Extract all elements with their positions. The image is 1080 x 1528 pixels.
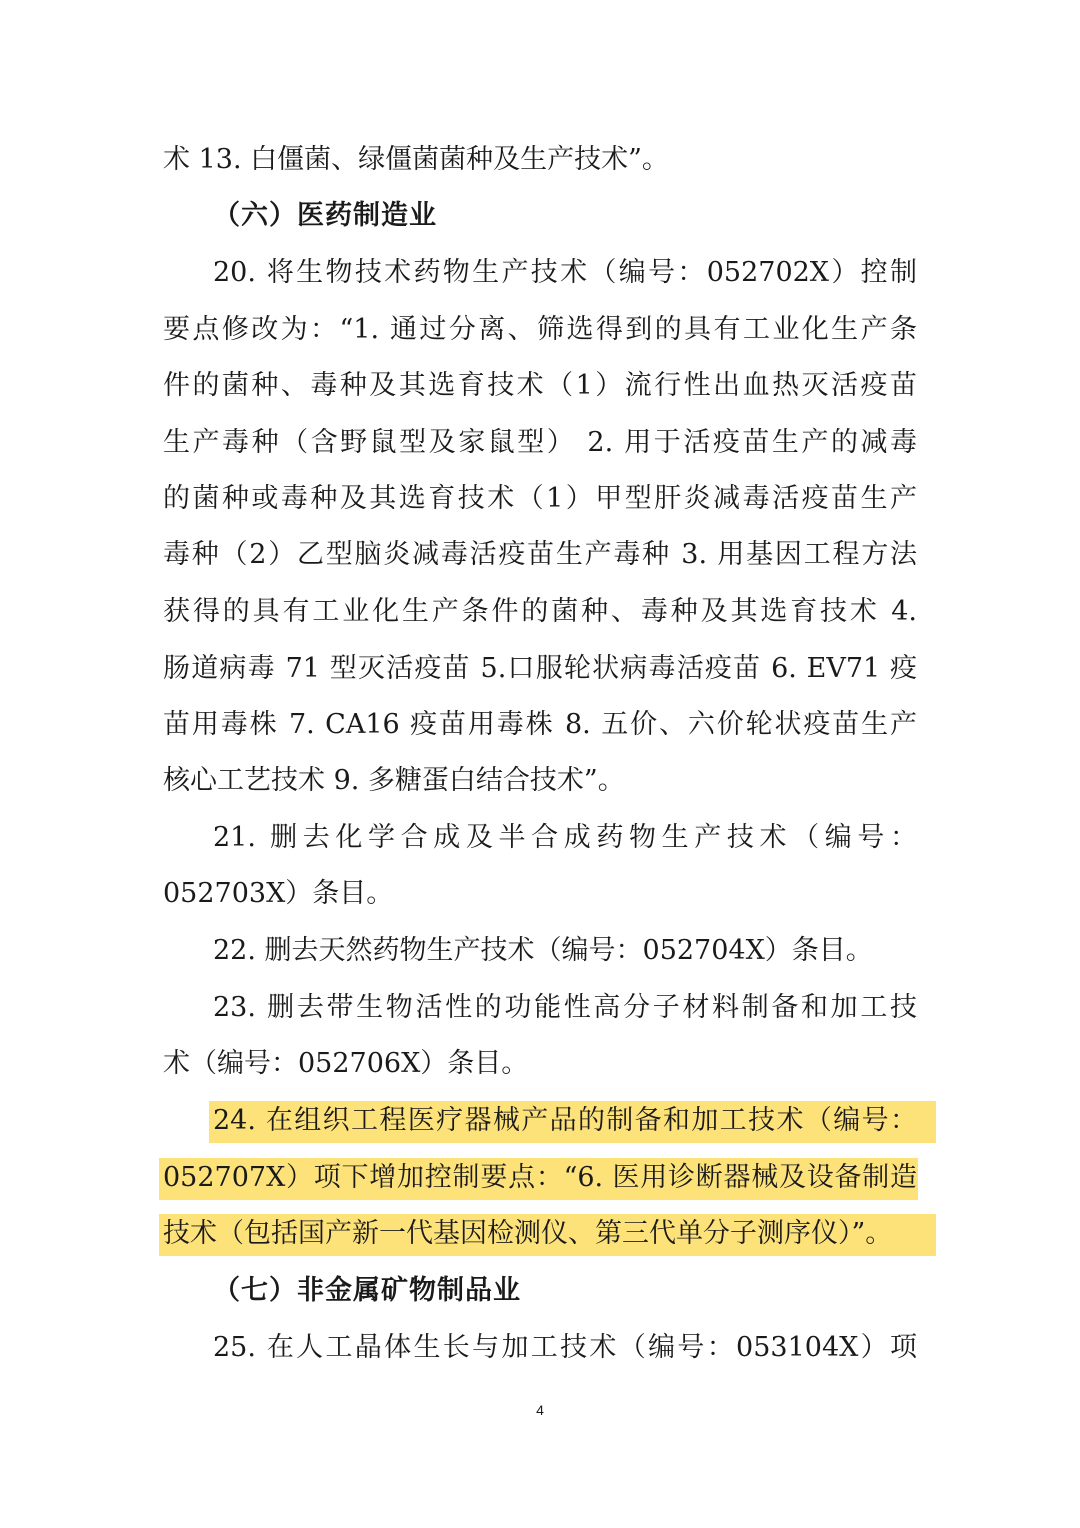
paragraph-line: 毒种（2）乙型脑炎减毒活疫苗生产毒种 3. 用基因工程方法: [163, 539, 917, 570]
paragraph-line: 术 13. 白僵菌、绿僵菌菌种及生产技术”。: [163, 144, 669, 175]
paragraph-line: 的菌种或毒种及其选育技术（1）甲型肝炎减毒活疫苗生产: [163, 483, 917, 514]
paragraph-line: 获得的具有工业化生产条件的菌种、毒种及其选育技术 4.: [163, 596, 917, 627]
paragraph-line: 052703X）条目。: [163, 878, 394, 909]
paragraph-line: 21. 删去化学合成及半合成药物生产技术（编号：: [213, 822, 917, 853]
paragraph-line: 术（编号：052706X）条目。: [163, 1048, 529, 1079]
paragraph-line: 件的菌种、毒种及其选育技术（1）流行性出血热灭活疫苗: [163, 370, 917, 401]
highlighted-paragraph-line: 052707X）项下增加控制要点：“6. 医用诊断器械及设备制造: [163, 1162, 917, 1193]
paragraph-line: 22. 删去天然药物生产技术（编号：052704X）条目。: [213, 935, 873, 966]
paragraph-line: 20. 将生物技术药物生产技术（编号：052702X）控制: [213, 257, 917, 288]
paragraph-line: 生产毒种（含野鼠型及家鼠型） 2. 用于活疫苗生产的减毒: [163, 427, 917, 458]
section-heading: （六）医药制造业: [213, 200, 437, 231]
paragraph-line: 苗用毒株 7. CA16 疫苗用毒株 8. 五价、六价轮状疫苗生产: [163, 709, 917, 740]
paragraph-line: 25. 在人工晶体生长与加工技术（编号：053104X）项: [213, 1332, 917, 1363]
highlighted-paragraph-line: 24. 在组织工程医疗器械产品的制备和加工技术（编号：: [213, 1105, 917, 1136]
highlighted-paragraph-line: 技术（包括国产新一代基因检测仪、第三代单分子测序仪）”。: [163, 1218, 893, 1249]
paragraph-line: 核心工艺技术 9. 多糖蛋白结合技术”。: [163, 765, 625, 796]
paragraph-line: 23. 删去带生物活性的功能性高分子材料制备和加工技: [213, 992, 917, 1023]
paragraph-line: 要点修改为：“1. 通过分离、筛选得到的具有工业化生产条: [163, 314, 917, 345]
page-number: 4: [536, 1402, 544, 1418]
paragraph-line: 肠道病毒 71 型灭活疫苗 5.口服轮状病毒活疫苗 6. EV71 疫: [163, 653, 917, 684]
section-heading: （七）非金属矿物制品业: [213, 1275, 521, 1306]
